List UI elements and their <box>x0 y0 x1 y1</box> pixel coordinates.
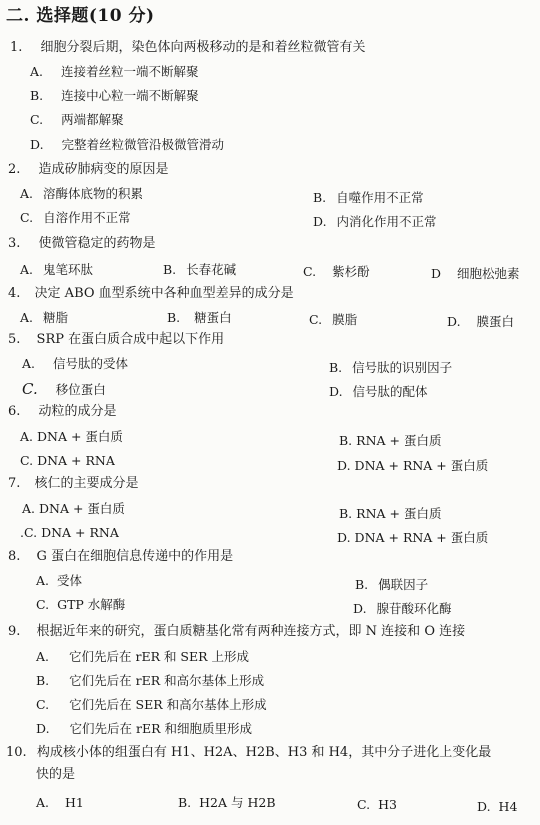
option-3c <box>303 264 370 280</box>
option-label: A. <box>22 501 36 516</box>
option-text: DNA + 蛋白质 <box>39 501 125 516</box>
question-number: 3. <box>8 236 21 251</box>
option-3b <box>163 262 236 278</box>
option-label: C. <box>303 264 317 279</box>
option-label: C. <box>30 112 44 127</box>
option-4d <box>447 314 514 330</box>
option-text: 膜脂 <box>332 312 358 327</box>
option-text: 细胞松弛素 <box>457 266 520 281</box>
option-label: B. <box>30 88 44 103</box>
option-4b <box>167 310 232 326</box>
option-label: D. <box>353 601 367 616</box>
option-label: B. <box>163 262 177 277</box>
option-label: A. <box>30 64 44 79</box>
option-3d <box>431 266 520 282</box>
question-text: 使微管稳定的药物是 <box>38 236 156 251</box>
question-7 <box>8 476 139 492</box>
option-5c <box>22 381 106 398</box>
option-7a <box>22 501 125 517</box>
option-9b <box>36 673 264 689</box>
option-label: D <box>431 266 442 281</box>
option-4a <box>20 310 68 326</box>
option-label: .C. <box>20 525 38 540</box>
option-label: C. <box>357 797 371 812</box>
option-text: 紫杉酚 <box>332 264 370 279</box>
option-1c <box>30 112 124 128</box>
question-text: 决定 ABO 血型系统中各种血型差异的成分是 <box>34 286 294 301</box>
option-label: B. <box>36 673 50 688</box>
option-label: D. <box>36 721 50 736</box>
option-text: DNA + RNA + 蛋白质 <box>354 530 489 545</box>
option-1d <box>30 137 224 153</box>
option-label: A. <box>36 649 50 664</box>
option-text: GTP 水解酶 <box>57 597 126 612</box>
option-5d <box>329 384 428 400</box>
option-label: D. <box>329 384 343 399</box>
option-text: 膜蛋白 <box>476 314 515 329</box>
option-label: D. <box>337 530 351 545</box>
option-label: C. <box>36 597 50 612</box>
option-label: C. <box>309 312 323 327</box>
option-7c <box>20 525 119 541</box>
option-text: 长春花碱 <box>186 262 237 277</box>
question-number: 4. <box>8 286 21 301</box>
question-text: 构成核小体的组蛋白有 H1、H2A、H2B、H3 和 H4，其中分子进化上变化最 <box>36 745 492 760</box>
option-label: A. <box>20 310 34 325</box>
option-text: 它们先后在 rER 和细胞质里形成 <box>69 721 253 736</box>
question-5 <box>8 332 224 348</box>
question-9 <box>8 624 465 640</box>
option-text: DNA + 蛋白质 <box>37 429 123 444</box>
option-9a <box>36 649 249 665</box>
option-text: H1 <box>65 795 84 810</box>
option-text: 内消化作用不正常 <box>336 214 437 229</box>
option-label: D. <box>337 458 351 473</box>
option-8d <box>353 601 452 617</box>
question-text: 根据近年来的研究，蛋白质糖基化常有两种连接方式，即 N 连接和 O 连接 <box>36 624 466 639</box>
option-2a <box>20 186 143 202</box>
option-label: D. <box>447 314 461 329</box>
option-label: B. <box>329 360 343 375</box>
option-text: 糖脂 <box>43 310 69 325</box>
question-text: 细胞分裂后期，染色体向两极移动的是和着丝粒微管有关 <box>40 40 366 55</box>
option-5b <box>329 360 452 376</box>
option-6c <box>20 453 115 469</box>
option-text: 它们先后在 SER 和高尔基体上形成 <box>69 697 267 712</box>
option-text: 信号肽的识别因子 <box>352 360 453 375</box>
option-text: RNA + 蛋白质 <box>356 506 442 521</box>
option-text: H2A 与 H2B <box>199 795 276 810</box>
option-10d <box>477 799 517 815</box>
question-text: 动粒的成分是 <box>38 404 117 419</box>
option-text: 移位蛋白 <box>55 382 106 397</box>
question-text: 造成矽肺病变的原因是 <box>38 162 169 177</box>
option-text: 糖蛋白 <box>194 310 232 325</box>
option-label: D. <box>313 214 327 229</box>
option-9d <box>36 721 252 737</box>
option-2b <box>313 190 424 206</box>
option-label: C. <box>20 210 34 225</box>
question-6 <box>8 404 117 420</box>
question-number: 2. <box>8 162 21 177</box>
option-text: DNA + RNA + 蛋白质 <box>354 458 489 473</box>
option-5a <box>22 356 128 372</box>
option-label: A. <box>20 186 34 201</box>
option-7b <box>339 506 441 522</box>
option-text: DNA + RNA <box>37 453 115 468</box>
question-number: 6. <box>8 404 21 419</box>
option-10c <box>357 797 397 813</box>
option-text: 溶酶体底物的积累 <box>43 186 144 201</box>
option-9c <box>36 697 267 713</box>
option-6a <box>20 429 123 445</box>
option-label: B. <box>313 190 327 205</box>
option-1b <box>30 88 199 104</box>
option-4c <box>309 312 357 328</box>
option-text: 它们先后在 rER 和高尔基体上形成 <box>69 673 265 688</box>
option-2d <box>313 214 437 230</box>
question-number: 10. <box>6 745 27 760</box>
option-label: C. <box>20 453 34 468</box>
question-3 <box>8 236 156 252</box>
option-text: 信号肽的配体 <box>352 384 428 399</box>
question-10 <box>6 745 491 761</box>
option-label: B. <box>355 577 369 592</box>
option-label: A. <box>20 262 34 277</box>
option-label: C. <box>36 697 50 712</box>
option-8a <box>36 573 82 589</box>
section-title: 二. 选择题(10 分) <box>6 6 155 26</box>
question-1 <box>10 40 366 56</box>
question-10-continued: 快的是 <box>36 767 76 782</box>
option-text: 它们先后在 rER 和 SER 上形成 <box>69 649 250 664</box>
option-6d <box>337 458 488 474</box>
option-label: A. <box>20 429 34 444</box>
option-text: 自溶作用不正常 <box>43 210 131 225</box>
option-text: 自噬作用不正常 <box>336 190 424 205</box>
option-text: RNA + 蛋白质 <box>356 433 442 448</box>
option-text: 完整着丝粒微管沿极微管滑动 <box>61 137 225 152</box>
option-text: 受体 <box>57 573 83 588</box>
option-label: B. <box>178 795 192 810</box>
question-number: 1. <box>10 40 23 55</box>
question-number: 9. <box>8 624 21 639</box>
option-label: D. <box>477 799 491 814</box>
question-number: 8. <box>8 549 21 564</box>
option-label: B. <box>167 310 181 325</box>
option-text: 信号肽的受体 <box>53 356 129 371</box>
question-text: G 蛋白在细胞信息传递中的作用是 <box>36 549 234 564</box>
option-6b <box>339 433 441 449</box>
option-label: C. <box>22 380 38 398</box>
question-2 <box>8 162 169 178</box>
option-1a <box>30 64 199 80</box>
option-text: 鬼笔环肽 <box>43 262 94 277</box>
option-text: 偶联因子 <box>378 577 429 592</box>
option-label: B. <box>339 433 353 448</box>
option-label: A. <box>36 795 50 810</box>
option-text: H3 <box>378 797 397 812</box>
question-number: 7. <box>8 476 21 491</box>
option-10a <box>36 795 84 811</box>
question-4 <box>8 286 294 302</box>
option-7d <box>337 530 488 546</box>
option-text: H4 <box>498 799 518 814</box>
option-label: B. <box>339 506 353 521</box>
question-text: SRP 在蛋白质合成中起以下作用 <box>36 332 225 347</box>
question-8 <box>8 549 233 565</box>
option-3a <box>20 262 93 278</box>
option-8c <box>36 597 125 613</box>
option-text: 腺苷酸环化酶 <box>376 601 452 616</box>
option-label: A. <box>36 573 50 588</box>
option-8b <box>355 577 428 593</box>
option-2c <box>20 210 131 226</box>
option-text: 两端都解聚 <box>61 112 124 127</box>
question-text: 核仁的主要成分是 <box>34 476 139 491</box>
option-text: 连接着丝粒一端不断解聚 <box>61 64 199 79</box>
option-label: A. <box>22 356 36 371</box>
option-10b <box>178 795 276 811</box>
option-text: DNA + RNA <box>41 525 119 540</box>
option-text: 连接中心粒一端不断解聚 <box>61 88 199 103</box>
question-number: 5. <box>8 332 21 347</box>
option-label: D. <box>30 137 44 152</box>
